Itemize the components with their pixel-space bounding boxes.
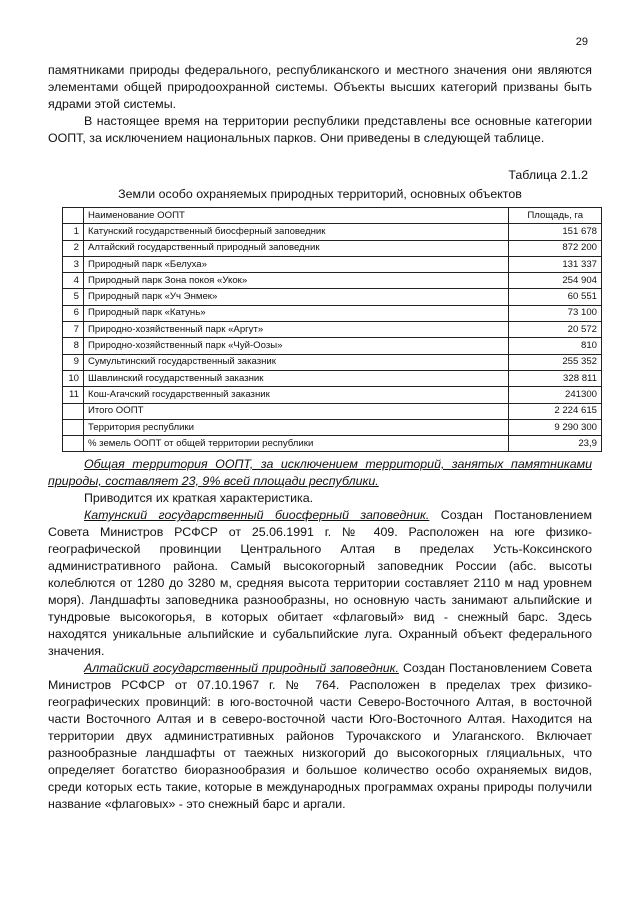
row-area: 254 904 [509, 273, 602, 289]
row-area: 872 200 [509, 240, 602, 256]
row-area: 60 551 [509, 289, 602, 305]
header-name: Наименование ООПТ [83, 208, 508, 224]
table-row [63, 273, 602, 289]
altai-paragraph [48, 660, 592, 813]
row-name: Природный парк «Белуха» [83, 256, 508, 272]
row-area: 20 572 [509, 322, 602, 338]
table-row [63, 354, 602, 370]
page-number: 29 [575, 36, 588, 48]
row-num: 7 [63, 322, 84, 338]
row-num: 1 [63, 224, 84, 240]
total-num [63, 419, 84, 435]
table-row [63, 338, 602, 354]
row-area: 241300 [509, 387, 602, 403]
row-num: 10 [63, 370, 84, 386]
row-name: Шавлинский государственный заказник [83, 370, 508, 386]
total-name: Итого ООПТ [83, 403, 508, 419]
row-num: 8 [63, 338, 84, 354]
total-name: % земель ООПТ от общей территории республики [83, 436, 508, 452]
row-name: Природный парк «Уч Энмек» [83, 289, 508, 305]
table-row [63, 370, 602, 386]
summary-paragraph [48, 456, 592, 490]
row-area: 131 337 [509, 256, 602, 272]
table-row [63, 256, 602, 272]
table-row [63, 305, 602, 321]
katun-text: Создан Постановлением Совета Министров РСФСР от 25.06.1991 г. № 409. Расположен на юге физико-географической провинции Центрального Алтая в пределах Усть-Коксинского административного района. Самый высокогорный заповедник России (абс. высоты колеблются от 1280 до 3280 м, средняя высота территории составляет 2110 м над уровнем моря). Ландшафты заповедника разнообразны, но основную часть занимают альпийские и тундровые высокогорья, в которых обитает «флаговый» вид - снежный барс. Здесь находятся уникальные альпийские и субальпийские луга. Охранный объект федерального значения. [48, 508, 592, 658]
table-total-row [63, 419, 602, 435]
intro-text [48, 62, 592, 147]
row-name: Природный парк «Катунь» [83, 305, 508, 321]
row-name: Алтайский государственный природный заповедник [83, 240, 508, 256]
row-area: 73 100 [509, 305, 602, 321]
table-row [63, 387, 602, 403]
total-area: 2 224 615 [509, 403, 602, 419]
altai-title: Алтайский государственный природный заповедник. [84, 661, 399, 675]
total-num [63, 436, 84, 452]
row-name: Природный парк Зона покоя «Укок» [83, 273, 508, 289]
total-name: Территория республики [83, 419, 508, 435]
row-name: Сумультинский государственный заказник [83, 354, 508, 370]
row-num: 5 [63, 289, 84, 305]
row-num: 11 [63, 387, 84, 403]
row-name: Природно-хозяйственный парк «Чуй-Оозы» [83, 338, 508, 354]
total-num [63, 403, 84, 419]
header-num [63, 208, 84, 224]
row-num: 4 [63, 273, 84, 289]
table-row [63, 289, 602, 305]
oopt-table [62, 207, 602, 452]
row-area: 255 352 [509, 354, 602, 370]
intro-paragraph-1: памятниками природы федерального, республиканского и местного значения они являются элементами общей природоохранной системы. Объекты высших категорий призваны быть ядрами этой системы. [48, 63, 592, 111]
brief-intro: Приводится их краткая характеристика. [84, 491, 314, 505]
row-num: 6 [63, 305, 84, 321]
table-title: Земли особо охраняемых природных территорий, основных объектов [118, 187, 522, 201]
katun-title: Катунский государственный биосферный заповедник. [84, 508, 430, 522]
table-row [63, 240, 602, 256]
row-num: 3 [63, 256, 84, 272]
table-row [63, 224, 602, 240]
row-num: 2 [63, 240, 84, 256]
row-num: 9 [63, 354, 84, 370]
total-area: 23,9 [509, 436, 602, 452]
total-area: 9 290 300 [509, 419, 602, 435]
row-name: Кош-Агачский государственный заказник [83, 387, 508, 403]
row-area: 328 811 [509, 370, 602, 386]
altai-text: Создан Постановлением Совета Министров РСФСР от 07.10.1967 г. № 764. Расположен в пределах трех физико-географических провинций: в юго-восточной части Северо-Восточного Алтая, в восточной части Восточного Алтая и в северо-восточной части Юго-Восточного Алтая. Находится на территории двух административных районов Турочакского и Улаганского. Включает разнообразные ландшафты от таежных низкогорий до высокогорных гляциальных, что определяет богатство биоразнообразия и большое количество особо охраняемых видов, среди которых есть такие, которые в международных программах охраны природы получили название «флаговых» - это снежный барс и аргали. [48, 661, 592, 811]
row-area: 810 [509, 338, 602, 354]
katun-paragraph [48, 507, 592, 660]
row-name: Природно-хозяйственный парк «Аргут» [83, 322, 508, 338]
table-total-row [63, 436, 602, 452]
intro-paragraph-2: В настоящее время на территории республики представлены все основные категории ООПТ, за исключением национальных парков. Они приведены в следующей таблице. [48, 114, 592, 145]
row-area: 151 678 [509, 224, 602, 240]
table-header-row [63, 208, 602, 224]
summary-text: Общая территория ООПТ, за исключением территорий, занятых памятниками природы, составляет 23, 9% всей площади республики. [48, 457, 592, 488]
header-area: Площадь, га [509, 208, 602, 224]
table-caption: Таблица 2.1.2 [508, 168, 588, 182]
table-row [63, 322, 602, 338]
body-text [48, 456, 592, 813]
table-total-row [63, 403, 602, 419]
row-name: Катунский государственный биосферный заповедник [83, 224, 508, 240]
